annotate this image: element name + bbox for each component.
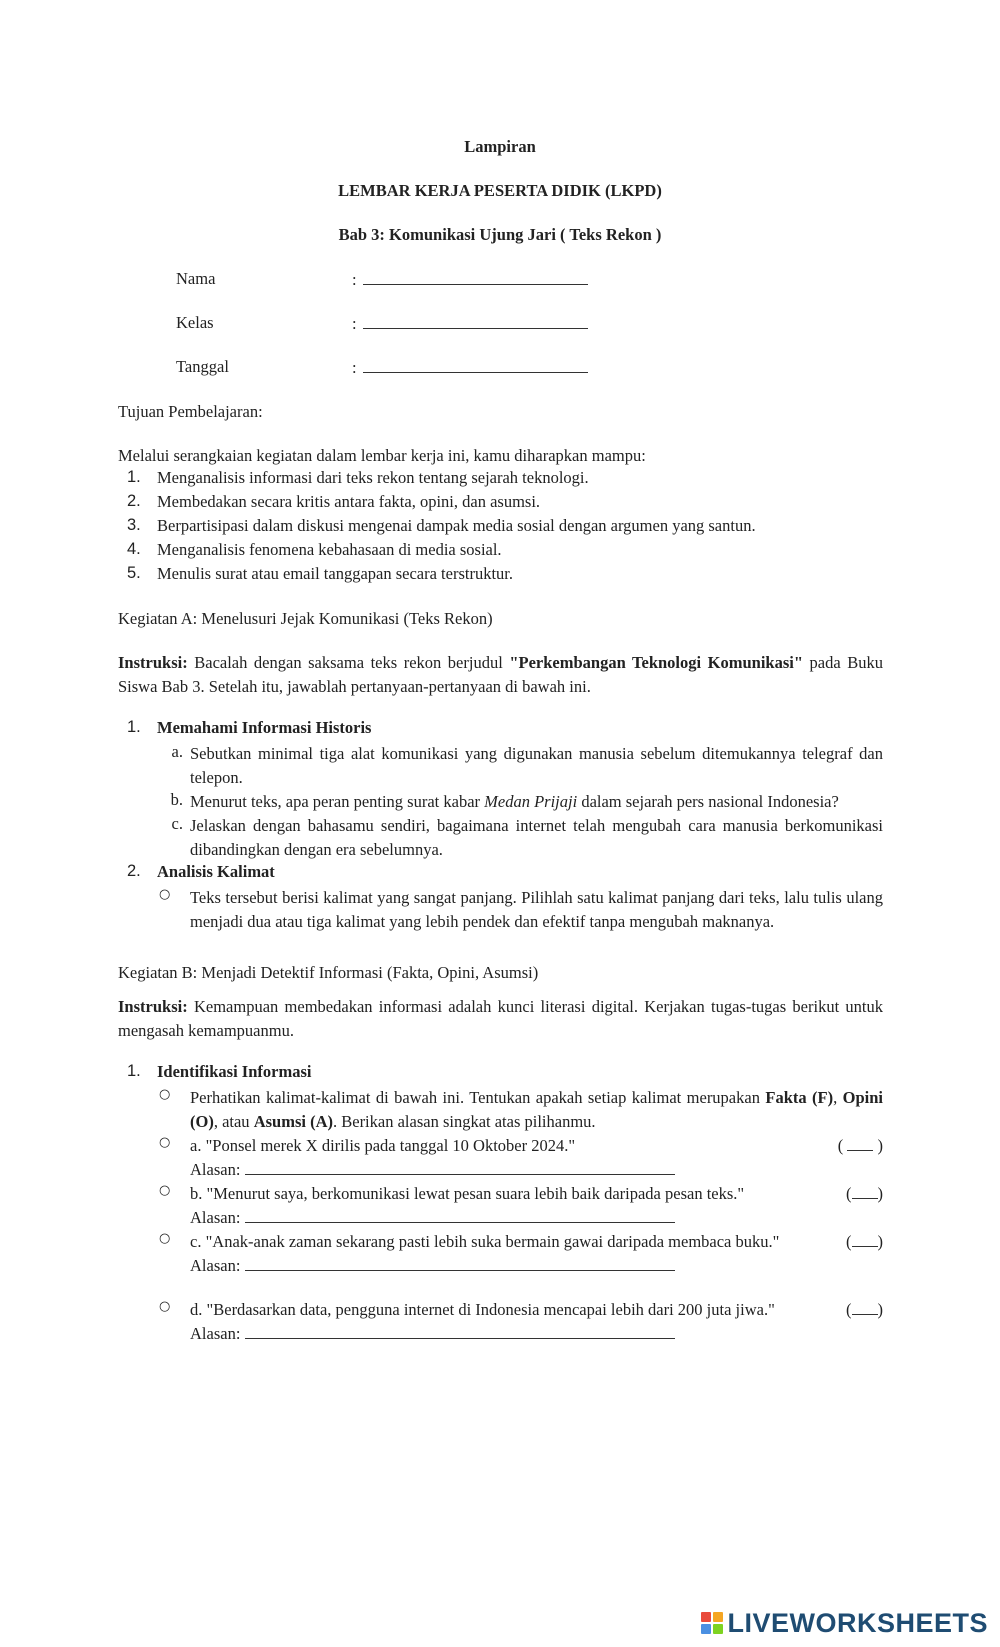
question-title: Identifikasi Informasi (157, 1062, 312, 1081)
objective-item: Menulis surat atau email tanggapan secara terstruktur. (157, 564, 513, 583)
date-field[interactable]: : (352, 357, 588, 378)
instruction-label: Instruksi: (118, 653, 188, 672)
sub-question-b: Menurut teks, apa peran penting surat kabar Medan Prijaji dalam sejarah pers nasional Indonesia? (190, 792, 839, 811)
chapter-title: Bab 3: Komunikasi Ujung Jari ( Teks Rekon ) (338, 225, 662, 244)
reason-field[interactable]: Alasan: (190, 1254, 883, 1278)
sentence-analysis-task: Teks tersebut berisi kalimat yang sangat panjang. Pilihlah satu kalimat panjang dari teks, lalu tulis ulang menjadi dua atau tiga kalimat yang lebih pendek dan efektif tanpa mengubah maknanya. (190, 888, 883, 931)
objectives-intro: Melalui serangkaian kegiatan dalam lembar kerja ini, kamu diharapkan mampu: (118, 446, 646, 465)
fact-label: Fakta (F) (765, 1088, 834, 1107)
statement-b: b. "Menurut saya, berkomunikasi lewat pesan suara lebih baik daripada pesan teks." ( ) Alasan: (190, 1182, 883, 1230)
question-number: 1. (127, 1062, 141, 1080)
classification-blank[interactable]: ( ) (837, 1136, 883, 1155)
classification-blank[interactable]: ( ) (846, 1184, 883, 1203)
reason-field[interactable]: Alasan: (190, 1322, 883, 1346)
logo-grid-icon (701, 1612, 723, 1634)
bullet-icon: ○ (159, 887, 171, 902)
objective-number: 4. (127, 540, 141, 558)
activity-a-instructions: Instruksi: Bacalah dengan saksama teks rekon berjudul "Perkembangan Teknologi Komunikasi" pada Buku Siswa Bab 3. Setelah itu, jawablah pertanyaan-pertanyaan di bawah ini. (118, 653, 883, 696)
activity-b-instructions: Instruksi: Kemampuan membedakan informasi adalah kunci literasi digital. Kerjakan tugas-tugas berikut untuk mengasah kemampuanmu. (118, 997, 884, 1040)
newspaper-name: Medan Prijaji (484, 792, 578, 811)
objective-number: 2. (127, 492, 141, 510)
question-number: 2. (127, 862, 141, 880)
question-title: Analisis Kalimat (157, 862, 275, 881)
statement-d: d. "Berdasarkan data, pengguna internet di Indonesia mencapai lebih dari 200 juta jiwa." ( ) Alasan: (190, 1298, 883, 1346)
class-field[interactable]: : (352, 313, 588, 334)
bullet-icon: ○ (159, 1299, 171, 1314)
question-title: Memahami Informasi Historis (157, 718, 372, 737)
date-label: Tanggal (176, 357, 229, 376)
objective-item: Menganalisis fenomena kebahasaan di media sosial. (157, 540, 502, 559)
objective-number: 5. (127, 564, 141, 582)
page-title: LEMBAR KERJA PESERTA DIDIK (LKPD) (338, 181, 662, 200)
sub-question-a: Sebutkan minimal tiga alat komunikasi yang digunakan manusia sebelum ditemukannya telegraf dan telepon. (190, 744, 883, 787)
objective-item: Membedakan secara kritis antara fakta, opini, dan asumsi. (157, 492, 541, 511)
class-label: Kelas (176, 313, 214, 332)
sub-question-label: a. (171, 742, 183, 761)
text-title: "Perkembangan Teknologi Komunikasi" (509, 653, 803, 672)
sub-question-label: c. (171, 814, 183, 833)
opinion-label: Opini (O) (190, 1088, 883, 1131)
appendix-label: Lampiran (464, 137, 536, 156)
assumption-label: Asumsi (A) (253, 1112, 333, 1131)
sub-question-label: b. (170, 790, 183, 809)
statement-a: a. "Ponsel merek X dirilis pada tanggal 10 Oktober 2024." ( ) Alasan: (190, 1134, 883, 1182)
logo-text: LIVEWORKSHEETS (727, 1607, 988, 1638)
bullet-icon: ○ (159, 1231, 171, 1246)
objective-item: Berpartisipasi dalam diskusi mengenai dampak media sosial dengan argumen yang santun. (157, 516, 756, 535)
objective-number: 3. (127, 516, 141, 534)
objective-number: 1. (127, 468, 141, 486)
bullet-icon: ○ (159, 1087, 171, 1102)
identification-intro: Perhatikan kalimat-kalimat di bawah ini. Tentukan apakah setiap kalimat merupakan Fakta (F), Opini (O), atau Asumsi (A). Berikan alasan singkat atas pilihanmu. (190, 1088, 883, 1131)
activity-b-heading: Kegiatan B: Menjadi Detektif Informasi (Fakta, Opini, Asumsi) (118, 963, 539, 982)
sub-question-c: Jelaskan dengan bahasamu sendiri, bagaimana internet telah mengubah cara manusia berkomunikasi dibandingkan dengan era sebelumnya. (190, 816, 883, 859)
classification-blank[interactable]: ( ) (846, 1232, 883, 1251)
activity-a-heading: Kegiatan A: Menelusuri Jejak Komunikasi (Teks Rekon) (118, 609, 493, 628)
name-label: Nama (176, 269, 216, 288)
statement-c: c. "Anak-anak zaman sekarang pasti lebih suka bermain gawai daripada membaca buku." ( ) Alasan: (190, 1230, 883, 1278)
objective-item: Menganalisis informasi dari teks rekon tentang sejarah teknologi. (157, 468, 589, 487)
reason-field[interactable]: Alasan: (190, 1158, 883, 1182)
question-number: 1. (127, 718, 141, 736)
classification-blank[interactable]: ( ) (846, 1300, 883, 1319)
objectives-heading: Tujuan Pembelajaran: (118, 402, 263, 421)
liveworksheets-logo[interactable] (701, 1609, 988, 1637)
instruction-label: Instruksi: (118, 997, 188, 1016)
reason-field[interactable]: Alasan: (190, 1206, 883, 1230)
name-field[interactable]: : (352, 269, 588, 290)
bullet-icon: ○ (159, 1183, 171, 1198)
bullet-icon: ○ (159, 1135, 171, 1150)
